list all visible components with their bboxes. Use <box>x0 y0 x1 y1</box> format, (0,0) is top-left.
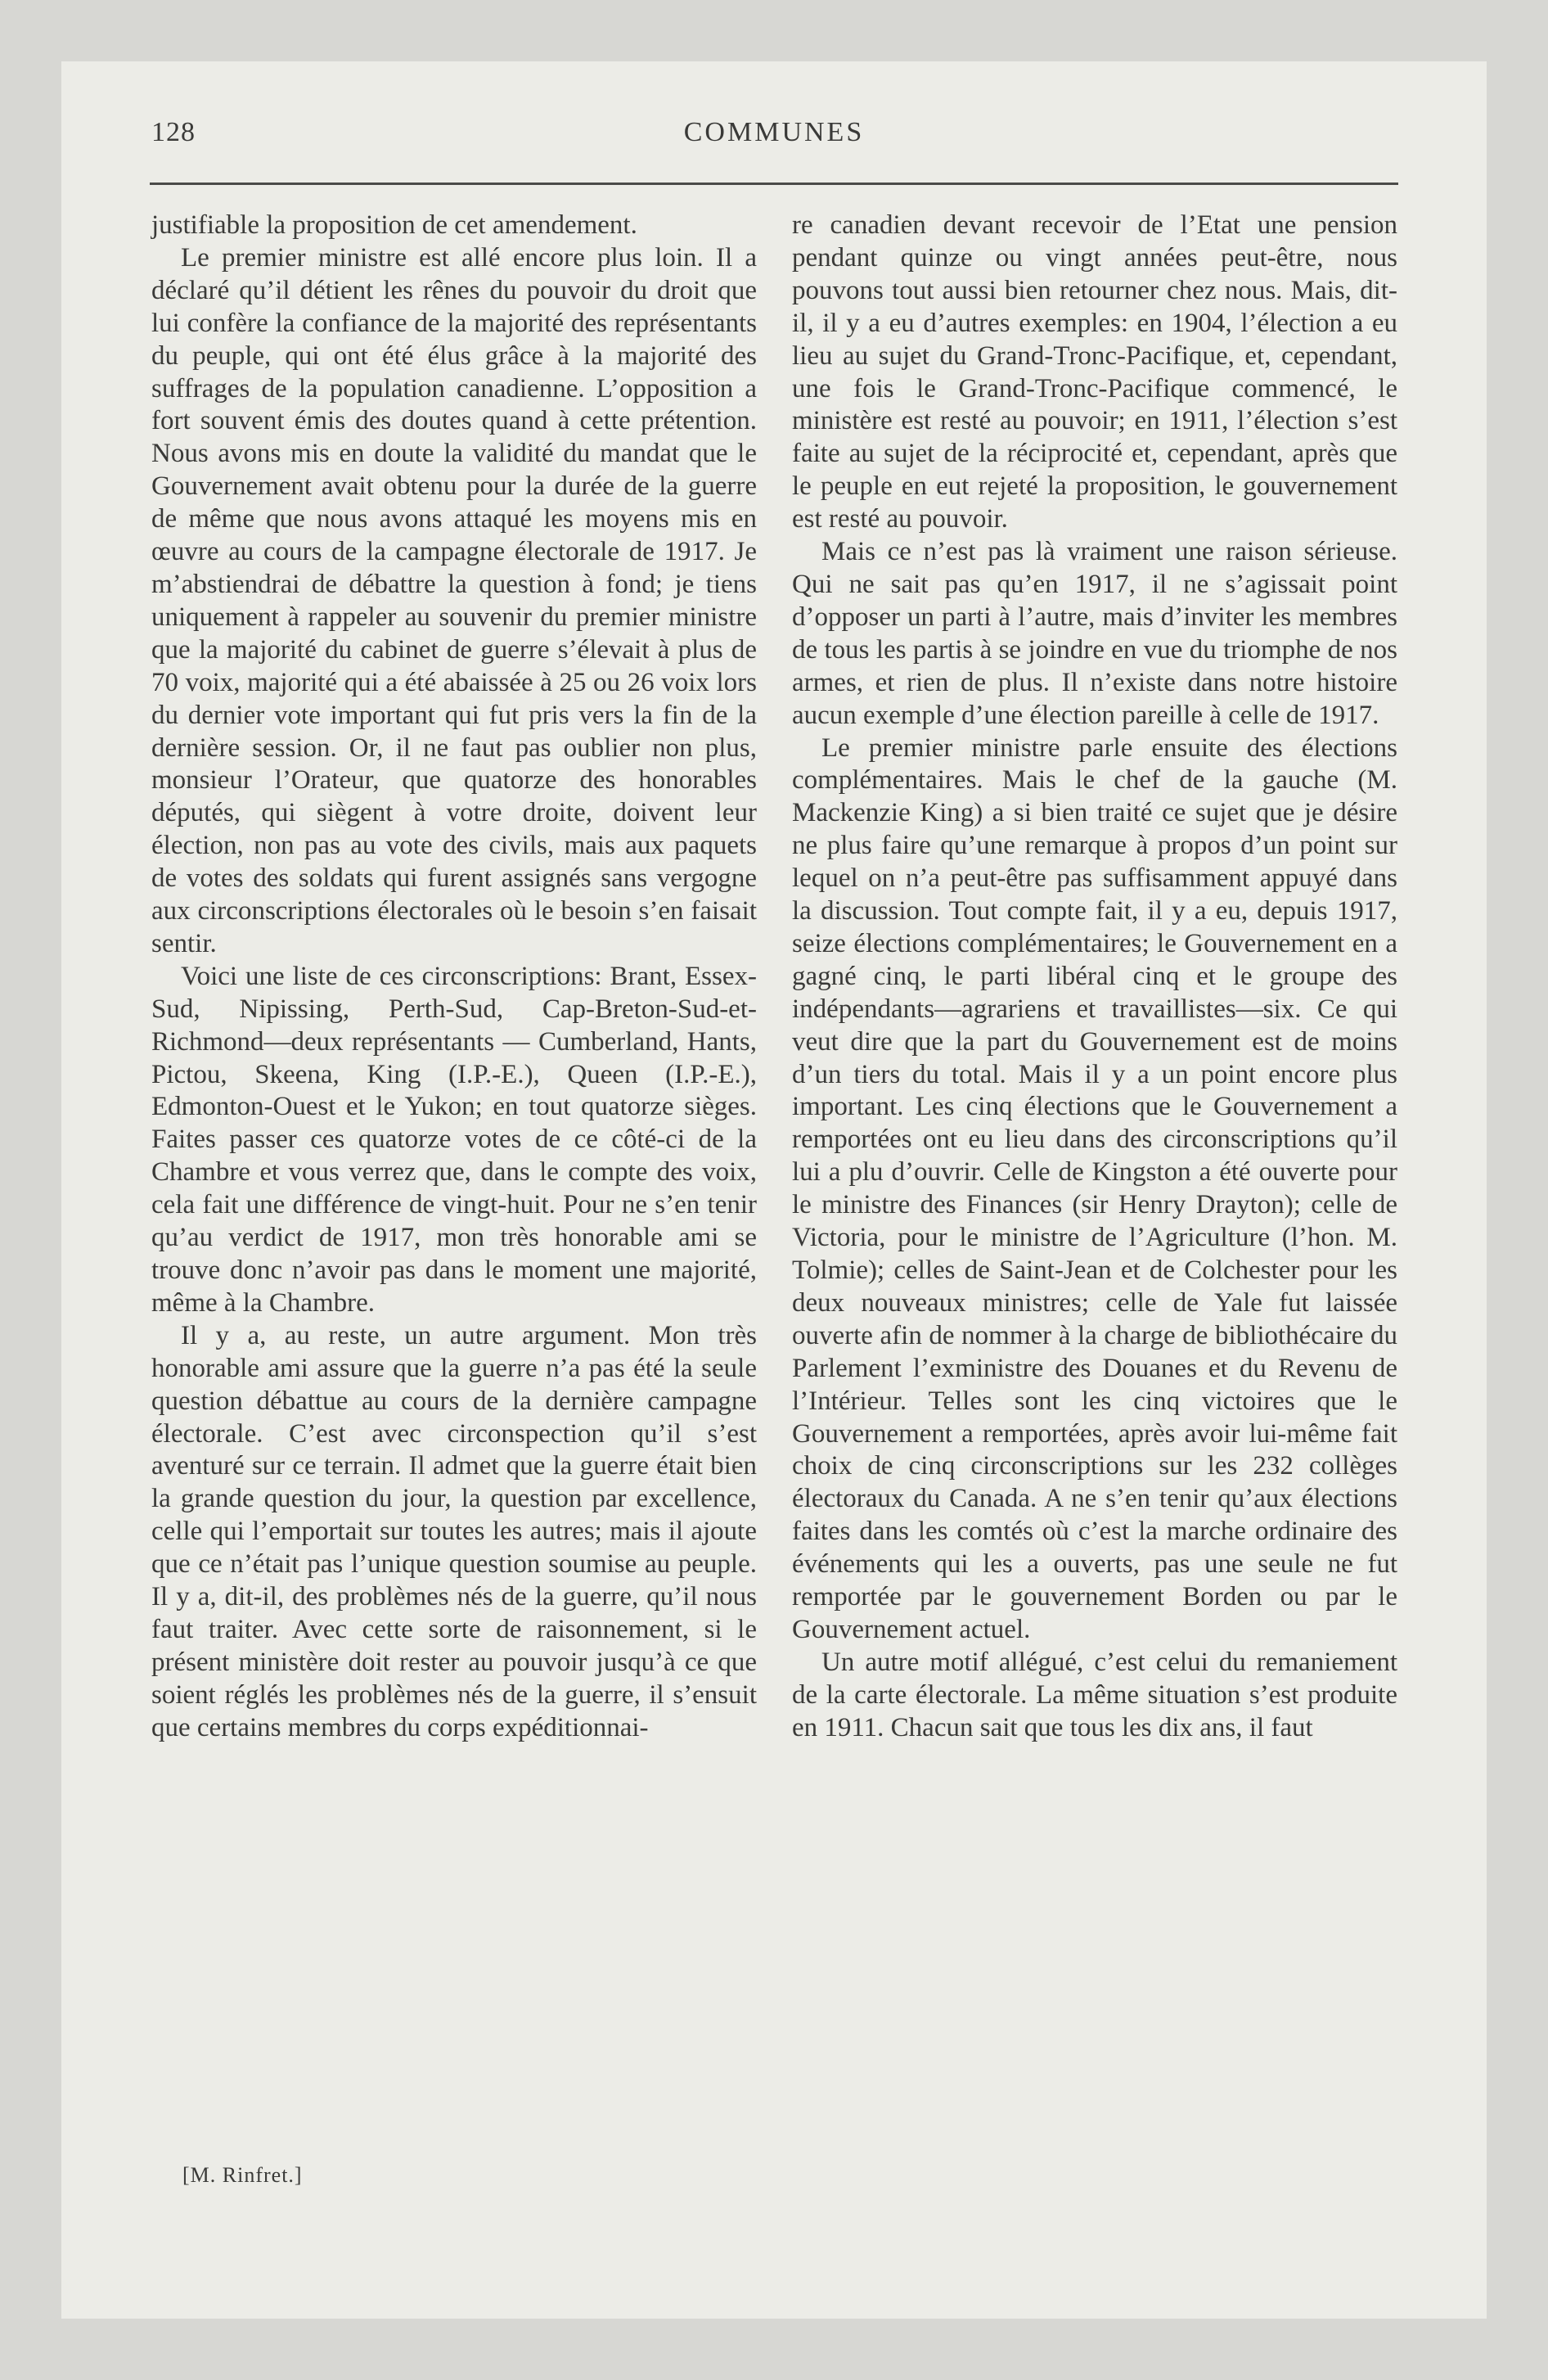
running-head <box>151 117 1397 160</box>
paragraph: Mais ce n’est pas là vraiment une raison sérieuse. Qui ne sait pas qu’en 1917, il ne s’agissait point d’opposer un parti à l’autre, mais d’inviter les membres de tous les partis à se joindre en vue du triomphe de nos armes, et rien de plus. Il n’existe dans notre histoire aucun exemple d’une élection pareille à celle de 1917. <box>792 537 1397 730</box>
page-number: 128 <box>151 117 196 147</box>
header-rule <box>150 183 1398 185</box>
left-column <box>151 210 757 1745</box>
paragraph: Voici une liste de ces circonscriptions: Brant, Essex-Sud, Nipissing, Perth-Sud, Cap-Breton-Sud-et-Richmond—deux représentants — Cumberland, Hants, Pictou, Skeena, King (I.P.-E.), Queen (I.P.-E.), Edmonton-Ouest et le Yukon; en tout quatorze sièges. Faites passer ces quatorze votes de ce côté-ci de la Chambre et vous verrez que, dans le compte des voix, cela fait une différence de vingt-huit. Pour ne s’en tenir qu’au verdict de 1917, mon très honorable ami se trouve donc n’avoir pas dans le moment une majorité, même à la Chambre. <box>151 961 757 1318</box>
speaker-attribution: [M. Rinfret.] <box>182 2163 303 2187</box>
right-column <box>792 210 1397 1745</box>
section-title: COMMUNES <box>683 117 865 147</box>
paragraph: Un autre motif allégué, c’est celui du remaniement de la carte électorale. La même situation s’est produite en 1911. Chacun sait que tous les dix ans, il faut <box>792 1647 1397 1742</box>
paragraph: Il y a, au reste, un autre argument. Mon très honorable ami assure que la guerre n’a pas été la seule question débattue au cours de la dernière campagne électorale. C’est avec circonspection qu’il s’est aventuré sur ce terrain. Il admet que la guerre était bien la grande question du jour, la question par excellence, celle qui l’emportait sur toutes les autres; mais il ajoute que ce n’était pas l’unique question soumise au peuple. Il y a, dit-il, des problèmes nés de la guerre, qu’il nous faut traiter. Avec cette sorte de raisonnement, si le présent ministère doit rester au pouvoir jusqu’à ce que soient réglés les problèmes nés de la guerre, il s’ensuit que certains membres du corps expéditionnai- <box>151 1320 757 1742</box>
paragraph: Le premier ministre parle ensuite des élections complémentaires. Mais le chef de la gauche (M. Mackenzie King) a si bien traité ce sujet que je désire ne plus faire qu’une remarque à propos d’un point sur lequel on n’a peut-être pas suffisamment appuyé dans la discussion. Tout compte fait, il y a eu, depuis 1917, seize élections complémentaires; le Gouvernement en a gagné cinq, le parti libéral cinq et le groupe des indépendants—agrariens et travaillistes—six. Ce qui veut dire que la part du Gouvernement est de moins d’un tiers du total. Mais il y a un point encore plus important. Les cinq élections que le Gouvernement a remportées ont eu lieu dans des circonscriptions qu’il lui a plu d’ouvrir. Celle de Kingston a été ouverte pour le ministre des Finances (sir Henry Drayton); celle de Victoria, pour le ministre de l’Agriculture (l’hon. M. Tolmie); celles de Saint-Jean et de Colchester pour les deux nouveaux ministres; celle de Yale fut laissée ouverte afin de nommer à la charge de bibliothécaire du Parlement l’exministre des Douanes et du Revenu de l’Intérieur. Telles sont les cinq victoires que le Gouvernement a remportées, après avoir lui-même fait choix de cinq circonscriptions sur les 232 collèges électoraux du Canada. A ne s’en tenir qu’aux élections faites dans les comtés où c’est la marche ordinaire des événements qui les a ouverts, pas une seule ne fut remportée par le gouvernement Borden ou par le Gouvernement actuel. <box>792 732 1397 1644</box>
document-page <box>61 61 1487 2319</box>
paragraph: justifiable la proposition de cet amendement. <box>151 210 637 240</box>
paragraph: re canadien devant recevoir de l’Etat une pension pendant quinze ou vingt années peut-être, nous pouvons tout aussi bien retourner chez nous. Mais, dit-il, il y a eu d’autres exemples: en 1904, l’élection a eu lieu au sujet du Grand-Tronc-Pacifique, et, cependant, une fois le Grand-Tronc-Pacifique commencé, le ministère est resté au pouvoir; en 1911, l’élection s’est faite au sujet de la réciprocité et, cependant, après que le peuple en eut rejeté la proposition, le gouvernement est resté au pouvoir. <box>792 210 1397 534</box>
paragraph: Le premier ministre est allé encore plus loin. Il a déclaré qu’il détient les rênes du pouvoir du droit que lui confère la confiance de la majorité des représentants du peuple, qui ont été élus grâce à la majorité des suffrages de la population canadienne. L’opposition a fort souvent émis des doutes quand à cette prétention. Nous avons mis en doute la validité du mandat que le Gouvernement avait obtenu pour la durée de la guerre de même que nous avons attaqué les moyens mis en œuvre au cours de la campagne électorale de 1917. Je m’abstiendrai de débattre la question à fond; je tiens uniquement à rappeler au souvenir du premier ministre que la majorité du cabinet de guerre s’élevait à plus de 70 voix, majorité qui a été abaissée à 25 ou 26 voix lors du dernier vote important qui fut pris vers la fin de la dernière session. Or, il ne faut pas oublier non plus, monsieur l’Orateur, que quatorze des honorables députés, qui siègent à votre droite, doivent leur élection, non pas au vote des civils, mais aux paquets de votes des soldats qui furent assignés sans vergogne aux circonscriptions électorales où le besoin s’en faisait sentir. <box>151 242 757 958</box>
